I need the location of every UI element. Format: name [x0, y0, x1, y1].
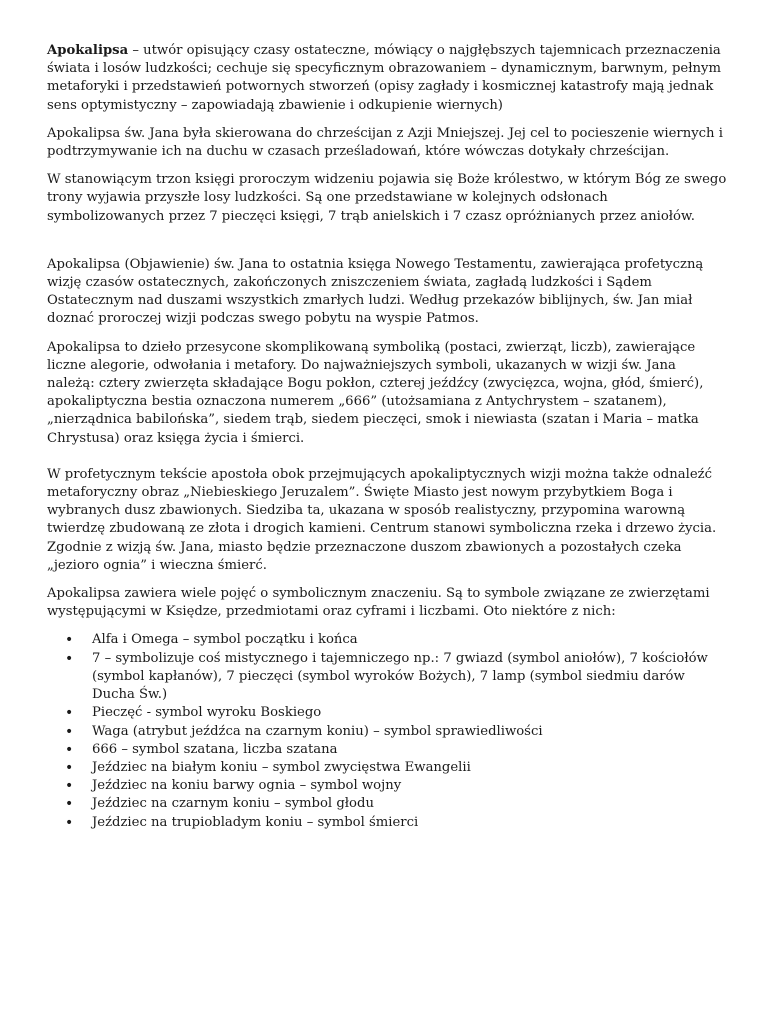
list-item: • Jeździec na czarnym koniu – symbol głodu — [47, 795, 727, 813]
symbols-list — [47, 631, 727, 831]
list-item: • Waga (atrybut jeźdźca na czarnym koniu) – symbol sprawiedliwości — [47, 723, 727, 741]
list-item: • Jeździec na trupiobladym koniu – symbol śmierci — [47, 814, 727, 832]
list-item: • 7 – symbolizuje coś mistycznego i tajemniczego np.: 7 gwiazd (symbol aniołów), 7 kościołów (symbol kapłanów), 7 pieczęci (symbol wyroków Bożych), 7 lamp (symbol siedmiu darów Ducha Św.) — [47, 650, 727, 705]
document-body — [47, 42, 727, 832]
paragraph-symbolism: Apokalipsa to dzieło przesycone skomplikowaną symboliką (postaci, zwierząt, liczb), zawierające liczne alegorie, odwołania i metafory. Do najważniejszych symboli, ukazanych w wizji św. Jana należą: cztery zwierzęta składające Bogu pokłon, czterej jeźdźcy (zwycięzca, wojna, głód, śmierć), apokaliptyczna bestia oznaczona numerem „666” (utożsamiana z Antychrystem – szatanem), „nierządnica babilońska”, siedem trąb, siedem pieczęci, smok i niewiasta (szatan i Maria – matka Chrystusa) oraz księga życia i śmierci. — [47, 339, 704, 446]
paragraph-audience: Apokalipsa św. Jana była skierowana do chrześcijan z Azji Mniejszej. Jej cel to pocieszenie wiernych i podtrzymywanie ich na duchu w czasach prześladowań, które wówczas dotykały chrześcijan. — [47, 125, 723, 160]
list-item: • 666 – symbol szatana, liczba szatana — [47, 741, 727, 759]
paragraph-jerusalem: W profetycznym tekście apostoła obok przejmujących apokaliptycznych wizji można także odnaleźć metaforyczny obraz „Niebieskiego Jeruzalem”. Święte Miasto jest nowym przybytkiem Boga i wybranych dusz zbawionych. Siedziba ta, ukazana w sposób realistyczny, przypomina warowną twierdzę zbudowaną ze złota i drogich kamieni. Centrum stanowi symboliczna rzeka i drzewo życia. Zgodnie z wizją św. Jana, miasto będzie przeznaczone duszom zbawionych a pozostałych czeka „jezioro ognia” i wieczna śmierć. — [47, 466, 717, 573]
paragraph-symbols-intro: Apokalipsa zawiera wiele pojęć o symbolicznym znaczeniu. Są to symbole związane ze zwierzętami występującymi w Księdze, przedmiotami oraz cyframi i liczbami. Oto niektóre z nich: — [47, 586, 710, 620]
list-item: • Jeździec na białym koniu – symbol zwycięstwa Ewangelii — [47, 759, 727, 777]
list-item: • Alfa i Omega – symbol początku i końca — [47, 631, 727, 649]
list-item: • Jeździec na koniu barwy ognia – symbol wojny — [47, 777, 727, 795]
list-item: • Pieczęć - symbol wyroku Boskiego — [47, 704, 727, 722]
intro-text: – utwór opisujący czasy ostateczne, mówiący o najgłębszych tajemnicach przeznaczenia świata i losów ludzkości; cechuje się specyficznym obrazowaniem – dynamicznym, barwnym, pełnym metaforyki i przedstawień potwornych stworzeń (opisy zagłady i kosmicznej katastrofy mają jednak sens optymistyczny – zapowiadają zbawienie i odkupienie wiernych) — [47, 43, 721, 113]
intro-paragraph — [47, 42, 727, 115]
paragraph-revelation: Apokalipsa (Objawienie) św. Jana to ostatnia księga Nowego Testamentu, zawierająca profetyczną wizję czasów ostatecznych, zakończonych zniszczeniem świata, zagładą ludzkości i Sądem Ostatecznym nad duszami wszystkich zmarłych ludzi. Według przekazów biblijnych, św. Jan miał doznać proroczej wizji podczas swego pobytu na wyspie Patmos. — [47, 256, 704, 327]
paragraph-vision: W stanowiącym trzon księgi proroczym widzeniu pojawia się Boże królestwo, w którym Bóg ze swego trony wyjawia przyszłe losy ludzkości. Są one przedstawiane w kolejnych odsłonach symbolizowanych przez 7 pieczęci księgi, 7 trąb anielskich i 7 czasz opróżnianych przez aniołów. — [47, 172, 727, 224]
intro-term: Apokalipsa — [47, 43, 129, 58]
